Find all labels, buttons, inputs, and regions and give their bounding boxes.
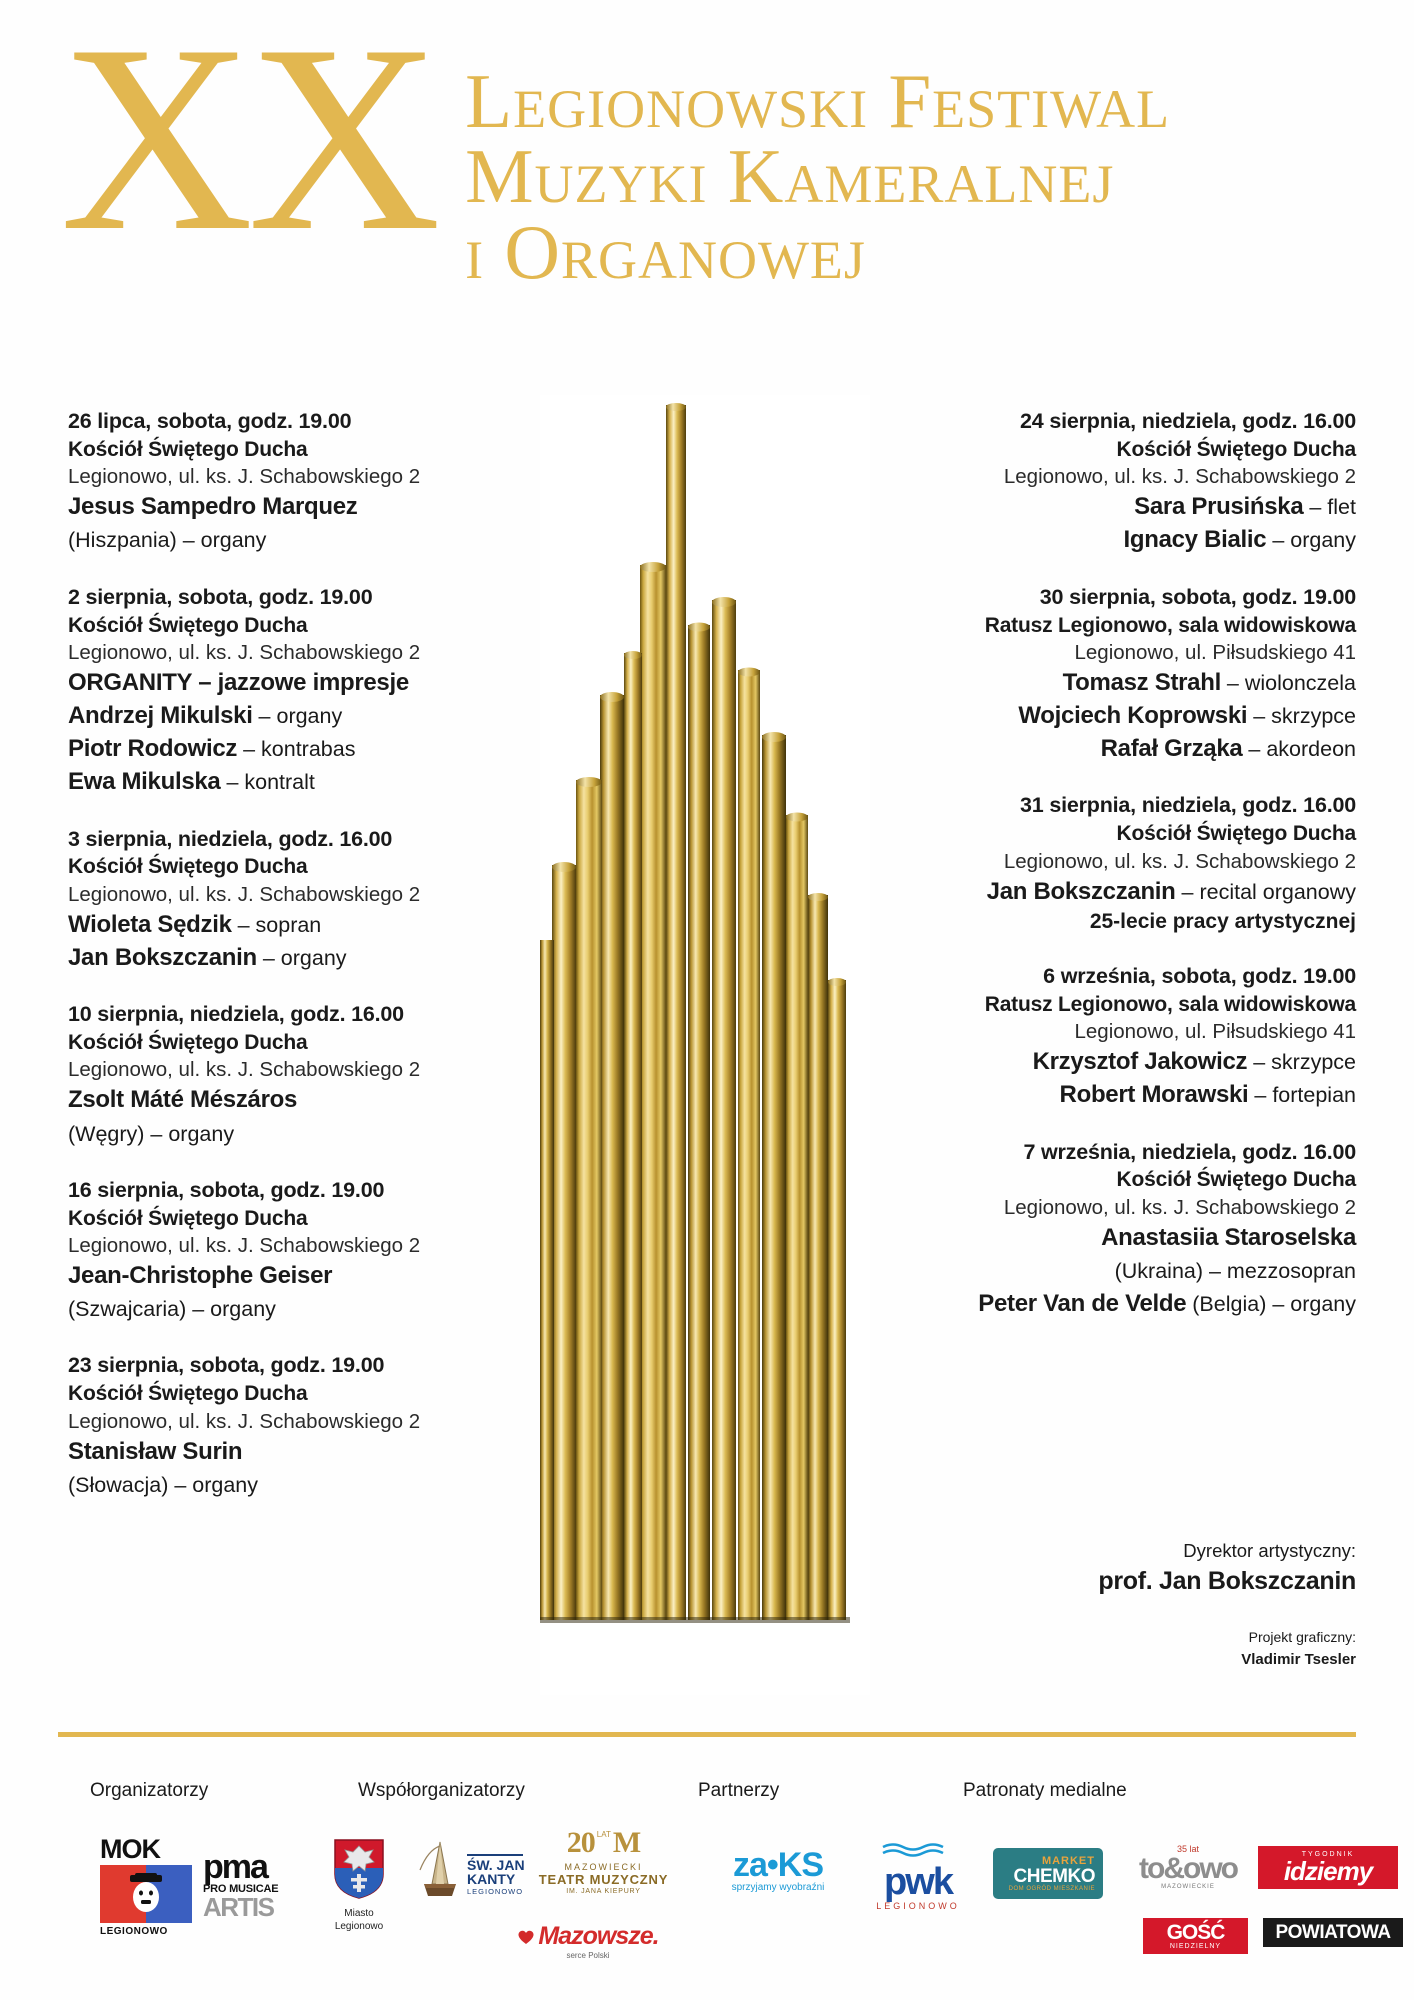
performer-name: Wojciech Koprowski xyxy=(1018,702,1248,730)
performer-row xyxy=(896,1288,1356,1320)
pma-artis: ARTIS xyxy=(203,1891,274,1922)
toowo-wordmark: to&owo xyxy=(1139,1852,1237,1885)
event-item xyxy=(68,1177,498,1326)
performer-name: Jesus Sampedro Marquez xyxy=(68,493,358,521)
performer-instrument: – akordeon xyxy=(1242,737,1356,762)
performer-row xyxy=(68,766,498,798)
event-item xyxy=(68,1001,498,1150)
event-item xyxy=(896,408,1356,557)
artistic-director-credit xyxy=(1098,1537,1356,1597)
event-date: 31 sierpnia, niedziela, godz. 16.00 xyxy=(1020,793,1356,818)
performer-row xyxy=(68,909,498,941)
director-name: prof. Jan Bokszczanin xyxy=(1098,1566,1356,1595)
chemko-line-3: DOM OGRÓD MIESZKANIE xyxy=(1008,1886,1095,1892)
performer-name: Jan Bokszczanin xyxy=(68,943,257,971)
logo-mazowiecki-teatr xyxy=(536,1828,671,1895)
director-role-label: Dyrektor artystyczny: xyxy=(1183,1540,1356,1561)
mtm-lat-label: LAT xyxy=(596,1830,611,1839)
performer-row xyxy=(896,1046,1356,1078)
event-date: 23 sierpnia, sobota, godz. 19.00 xyxy=(68,1353,385,1378)
event-venue: Kościół Świętego Ducha xyxy=(68,437,308,461)
performer-instrument: – kontralt xyxy=(220,770,315,795)
idziemy-wordmark: idziemy xyxy=(1283,1856,1373,1886)
event-address: Legionowo, ul. Piłsudskiego 41 xyxy=(1074,640,1356,664)
chemko-line-1: MARKET xyxy=(1041,1855,1095,1867)
idziemy-kicker: TYGODNIK xyxy=(1301,1851,1355,1858)
performer-name: ORGANITY – jazzowe impresje xyxy=(68,668,409,696)
logo-pma xyxy=(203,1848,308,1922)
event-address: Legionowo, ul. ks. J. Schabowskiego 2 xyxy=(1003,849,1356,873)
performer-instrument: (Ukraina) – mezzosopran xyxy=(1114,1258,1356,1283)
pwk-wordmark: pwk xyxy=(884,1861,952,1903)
performer-instrument: (Hiszpania) – organy xyxy=(68,528,267,553)
performer-instrument: – recital organowy xyxy=(1175,879,1356,904)
sponsor-heading-organizers: Organizatorzy xyxy=(90,1780,209,1801)
performer-name: Rafał Grząka xyxy=(1100,735,1243,763)
pma-subtitle: PRO MUSICAE xyxy=(203,1882,279,1895)
performer-instrument: (Belgia) – organy xyxy=(1186,1292,1356,1317)
event-address: Legionowo, ul. ks. J. Schabowskiego 2 xyxy=(68,1233,421,1257)
logo-sw-jan-kanty xyxy=(418,1840,538,1902)
kanty-line-2: KANTY xyxy=(467,1871,516,1888)
left-event-column xyxy=(68,408,498,1528)
sponsor-band xyxy=(58,1760,1391,1990)
water-waves-icon xyxy=(881,1842,955,1858)
performer-row xyxy=(896,667,1356,699)
logo-idziemy xyxy=(1258,1846,1398,1889)
logo-legionowo-crest xyxy=(330,1838,388,1933)
gosc-wordmark: GOŚĆ xyxy=(1166,1921,1225,1944)
performer-name: Jan Bokszczanin xyxy=(986,877,1176,905)
event-address: Legionowo, ul. ks. J. Schabowskiego 2 xyxy=(68,640,421,664)
zaiks-tagline: sprzyjamy wyobraźni xyxy=(731,1882,825,1893)
performer-name: Ewa Mikulska xyxy=(68,768,221,796)
toowo-anniversary: 35 lat xyxy=(1176,1844,1200,1854)
event-item xyxy=(68,826,498,975)
performer-name: Andrzej Mikulski xyxy=(68,702,253,730)
graphic-design-credit xyxy=(1241,1627,1356,1671)
event-venue: Kościół Świętego Ducha xyxy=(68,613,308,637)
performer-row xyxy=(68,700,498,732)
mtm-line-1: MAZOWIECKI xyxy=(564,1862,643,1872)
mtm-line-3: IM. JANA KIEPURY xyxy=(566,1887,641,1895)
performer-name: Sara Prusińska xyxy=(1134,493,1304,521)
performer-instrument: – kontrabas xyxy=(237,737,356,762)
roman-numeral-xx: XX xyxy=(60,0,436,286)
performer-instrument: – flet xyxy=(1303,495,1356,520)
performer-instrument: (Węgry) – organy xyxy=(68,1121,235,1146)
event-address: Legionowo, ul. ks. J. Schabowskiego 2 xyxy=(68,1409,421,1433)
heart-icon xyxy=(517,1929,535,1945)
event-date: 30 sierpnia, sobota, godz. 19.00 xyxy=(1039,584,1356,609)
chemko-line-2: CHEMKO xyxy=(1013,1866,1095,1887)
chemko-badge xyxy=(993,1848,1103,1899)
sponsor-heading-coorganizers: Współorganizatorzy xyxy=(358,1780,525,1801)
performer-name: Tomasz Strahl xyxy=(1062,668,1221,696)
event-date: 16 sierpnia, sobota, godz. 19.00 xyxy=(68,1177,385,1202)
graphic-role-label: Projekt graficzny: xyxy=(1248,1629,1356,1645)
event-item xyxy=(68,1352,498,1501)
event-date: 26 lipca, sobota, godz. 19.00 xyxy=(68,409,352,433)
mok-emblem xyxy=(100,1865,192,1923)
performer-instrument: (Szwajcaria) – organy xyxy=(68,1297,276,1322)
mazowsze-sub: serce Polski xyxy=(566,1951,610,1960)
performer-name: Zsolt Máté Mészáros xyxy=(68,1086,298,1114)
idziemy-badge xyxy=(1258,1846,1398,1889)
performer-row xyxy=(68,667,498,699)
performer-instrument: – fortepian xyxy=(1248,1083,1356,1108)
event-address: Legionowo, ul. ks. J. Schabowskiego 2 xyxy=(1003,465,1356,489)
event-venue: Kościół Świętego Ducha xyxy=(68,1031,308,1055)
logo-to-i-owo xyxy=(1123,1844,1253,1890)
performer-instrument: – sopran xyxy=(231,912,322,937)
performer-instrument: – organy xyxy=(1266,528,1356,553)
logo-zaiks xyxy=(718,1848,838,1893)
kanty-line-1: ŚW. JAN xyxy=(467,1856,525,1873)
performer-row xyxy=(896,524,1356,556)
mazowsze-wordmark: Mazowsze. xyxy=(538,1922,659,1950)
event-address: Legionowo, ul. ks. J. Schabowskiego 2 xyxy=(68,465,421,489)
event-venue: Kościół Świętego Ducha xyxy=(1116,1168,1356,1192)
performer-instrument: – organy xyxy=(256,945,347,970)
event-date: 6 września, sobota, godz. 19.00 xyxy=(1043,963,1356,988)
event-item xyxy=(896,792,1356,936)
event-item xyxy=(68,584,498,799)
title-lines xyxy=(465,58,1171,295)
organ-pipes-illustration xyxy=(540,395,870,1695)
performer-row xyxy=(896,876,1356,908)
performer-instrument: – skrzypce xyxy=(1247,1050,1356,1075)
event-venue: Kościół Świętego Ducha xyxy=(68,1382,308,1406)
logo-gosc-niedzielny xyxy=(1143,1918,1248,1954)
event-item xyxy=(896,584,1356,766)
event-venue: Ratusz Legionowo, sala widowiskowa xyxy=(984,613,1356,637)
performer-name: Robert Morawski xyxy=(1059,1081,1249,1109)
gosc-sub: NIEDZIELNY xyxy=(1169,1943,1222,1950)
mtm-m-monogram: M xyxy=(612,1826,641,1859)
performer-row xyxy=(68,1293,498,1325)
performer-name: Stanisław Surin xyxy=(68,1437,243,1465)
logo-market-chemko xyxy=(993,1848,1103,1899)
event-venue: Kościół Świętego Ducha xyxy=(1116,822,1356,846)
pma-wordmark: pma xyxy=(203,1848,267,1886)
performer-row xyxy=(68,1084,498,1116)
coat-of-arms-icon xyxy=(333,1838,385,1900)
event-address: Legionowo, ul. ks. J. Schabowskiego 2 xyxy=(68,882,421,906)
performer-row xyxy=(896,1079,1356,1111)
logo-mok xyxy=(100,1836,192,1937)
performer-row xyxy=(68,942,498,974)
graphic-designer-name: Vladimir Tsesler xyxy=(1241,1650,1356,1668)
mtm-line-2: TEATR MUZYCZNY xyxy=(538,1872,669,1887)
performer-row xyxy=(68,491,498,523)
performer-name: Anastasiia Staroselska xyxy=(1101,1223,1356,1251)
gosc-badge xyxy=(1143,1918,1248,1954)
right-event-column xyxy=(896,408,1356,1347)
logo-mazowsze xyxy=(513,1922,663,1960)
chaplin-face-icon xyxy=(124,1873,168,1919)
performer-row xyxy=(68,524,498,556)
logo-powiatowa xyxy=(1263,1918,1403,1947)
performer-row xyxy=(68,1469,498,1501)
title-line-1: Legionowski Festiwal xyxy=(465,58,1171,144)
performer-row xyxy=(68,1260,498,1292)
event-date: 2 sierpnia, sobota, godz. 19.00 xyxy=(68,584,373,609)
event-venue: Kościół Świętego Ducha xyxy=(68,1206,308,1230)
event-address: Legionowo, ul. ks. J. Schabowskiego 2 xyxy=(1003,1195,1356,1219)
title-line-2: Muzyki Kameralnej xyxy=(465,133,1115,220)
logo-pwk xyxy=(858,1842,978,1911)
performer-row xyxy=(896,491,1356,523)
event-item xyxy=(68,408,498,557)
event-venue: Kościół Świętego Ducha xyxy=(1116,437,1356,461)
performer-instrument: – wiolonczela xyxy=(1220,670,1356,695)
performer-name: Wioleta Sędzik xyxy=(68,910,232,938)
powiatowa-wordmark: POWIATOWA xyxy=(1275,1922,1391,1943)
performer-name: Peter Van de Velde xyxy=(978,1290,1187,1318)
event-date: 3 sierpnia, niedziela, godz. 16.00 xyxy=(68,826,393,851)
sponsor-heading-media: Patronaty medialne xyxy=(963,1780,1127,1801)
performer-row xyxy=(896,1255,1356,1287)
event-address: Legionowo, ul. ks. J. Schabowskiego 2 xyxy=(68,1058,421,1082)
event-item xyxy=(896,963,1356,1112)
performer-name: Piotr Rodowicz xyxy=(68,735,238,763)
performer-row xyxy=(896,700,1356,732)
powiatowa-badge xyxy=(1263,1918,1403,1947)
performer-name: Jean-Christophe Geiser xyxy=(68,1261,333,1289)
performer-row xyxy=(896,1222,1356,1254)
performer-row xyxy=(896,733,1356,765)
toowo-region: MAZOWIECKIE xyxy=(1161,1884,1215,1890)
performer-name: Ignacy Bialic xyxy=(1123,526,1267,554)
performer-instrument: – skrzypce xyxy=(1247,704,1356,729)
zaiks-wordmark: za•KS xyxy=(732,1846,824,1884)
crest-label: Miasto Legionowo xyxy=(334,1908,384,1932)
event-note: 25-lecie pracy artystycznej xyxy=(1089,909,1356,933)
sponsor-heading-partners: Partnerzy xyxy=(698,1780,780,1801)
performer-row xyxy=(68,733,498,765)
event-date: 24 sierpnia, niedziela, godz. 16.00 xyxy=(1020,409,1356,433)
title-line-3: i Organowej xyxy=(465,208,866,295)
event-date: 7 września, niedziela, godz. 16.00 xyxy=(1023,1139,1356,1164)
event-date: 10 sierpnia, niedziela, godz. 16.00 xyxy=(68,1002,404,1027)
performer-row xyxy=(68,1118,498,1150)
event-venue: Kościół Świętego Ducha xyxy=(68,855,308,879)
kanty-sub: LEGIONOWO xyxy=(467,1887,524,1896)
mtm-anniversary-number: 20 xyxy=(566,1826,595,1859)
gold-divider-rule xyxy=(58,1732,1356,1737)
performer-row xyxy=(68,1436,498,1468)
performer-instrument: – organy xyxy=(252,704,343,729)
poster-title xyxy=(60,0,1360,295)
performer-instrument: (Słowacja) – organy xyxy=(68,1472,259,1497)
event-venue: Ratusz Legionowo, sala widowiskowa xyxy=(984,992,1356,1016)
event-address: Legionowo, ul. Piłsudskiego 41 xyxy=(1074,1020,1356,1044)
mok-city-label: LEGIONOWO xyxy=(100,1926,168,1937)
pwk-sub: LEGIONOWO xyxy=(876,1901,960,1911)
church-icon xyxy=(418,1840,462,1902)
performer-name: Krzysztof Jakowicz xyxy=(1032,1048,1248,1076)
mok-wordmark: MOK xyxy=(100,1834,160,1864)
event-item xyxy=(896,1139,1356,1321)
